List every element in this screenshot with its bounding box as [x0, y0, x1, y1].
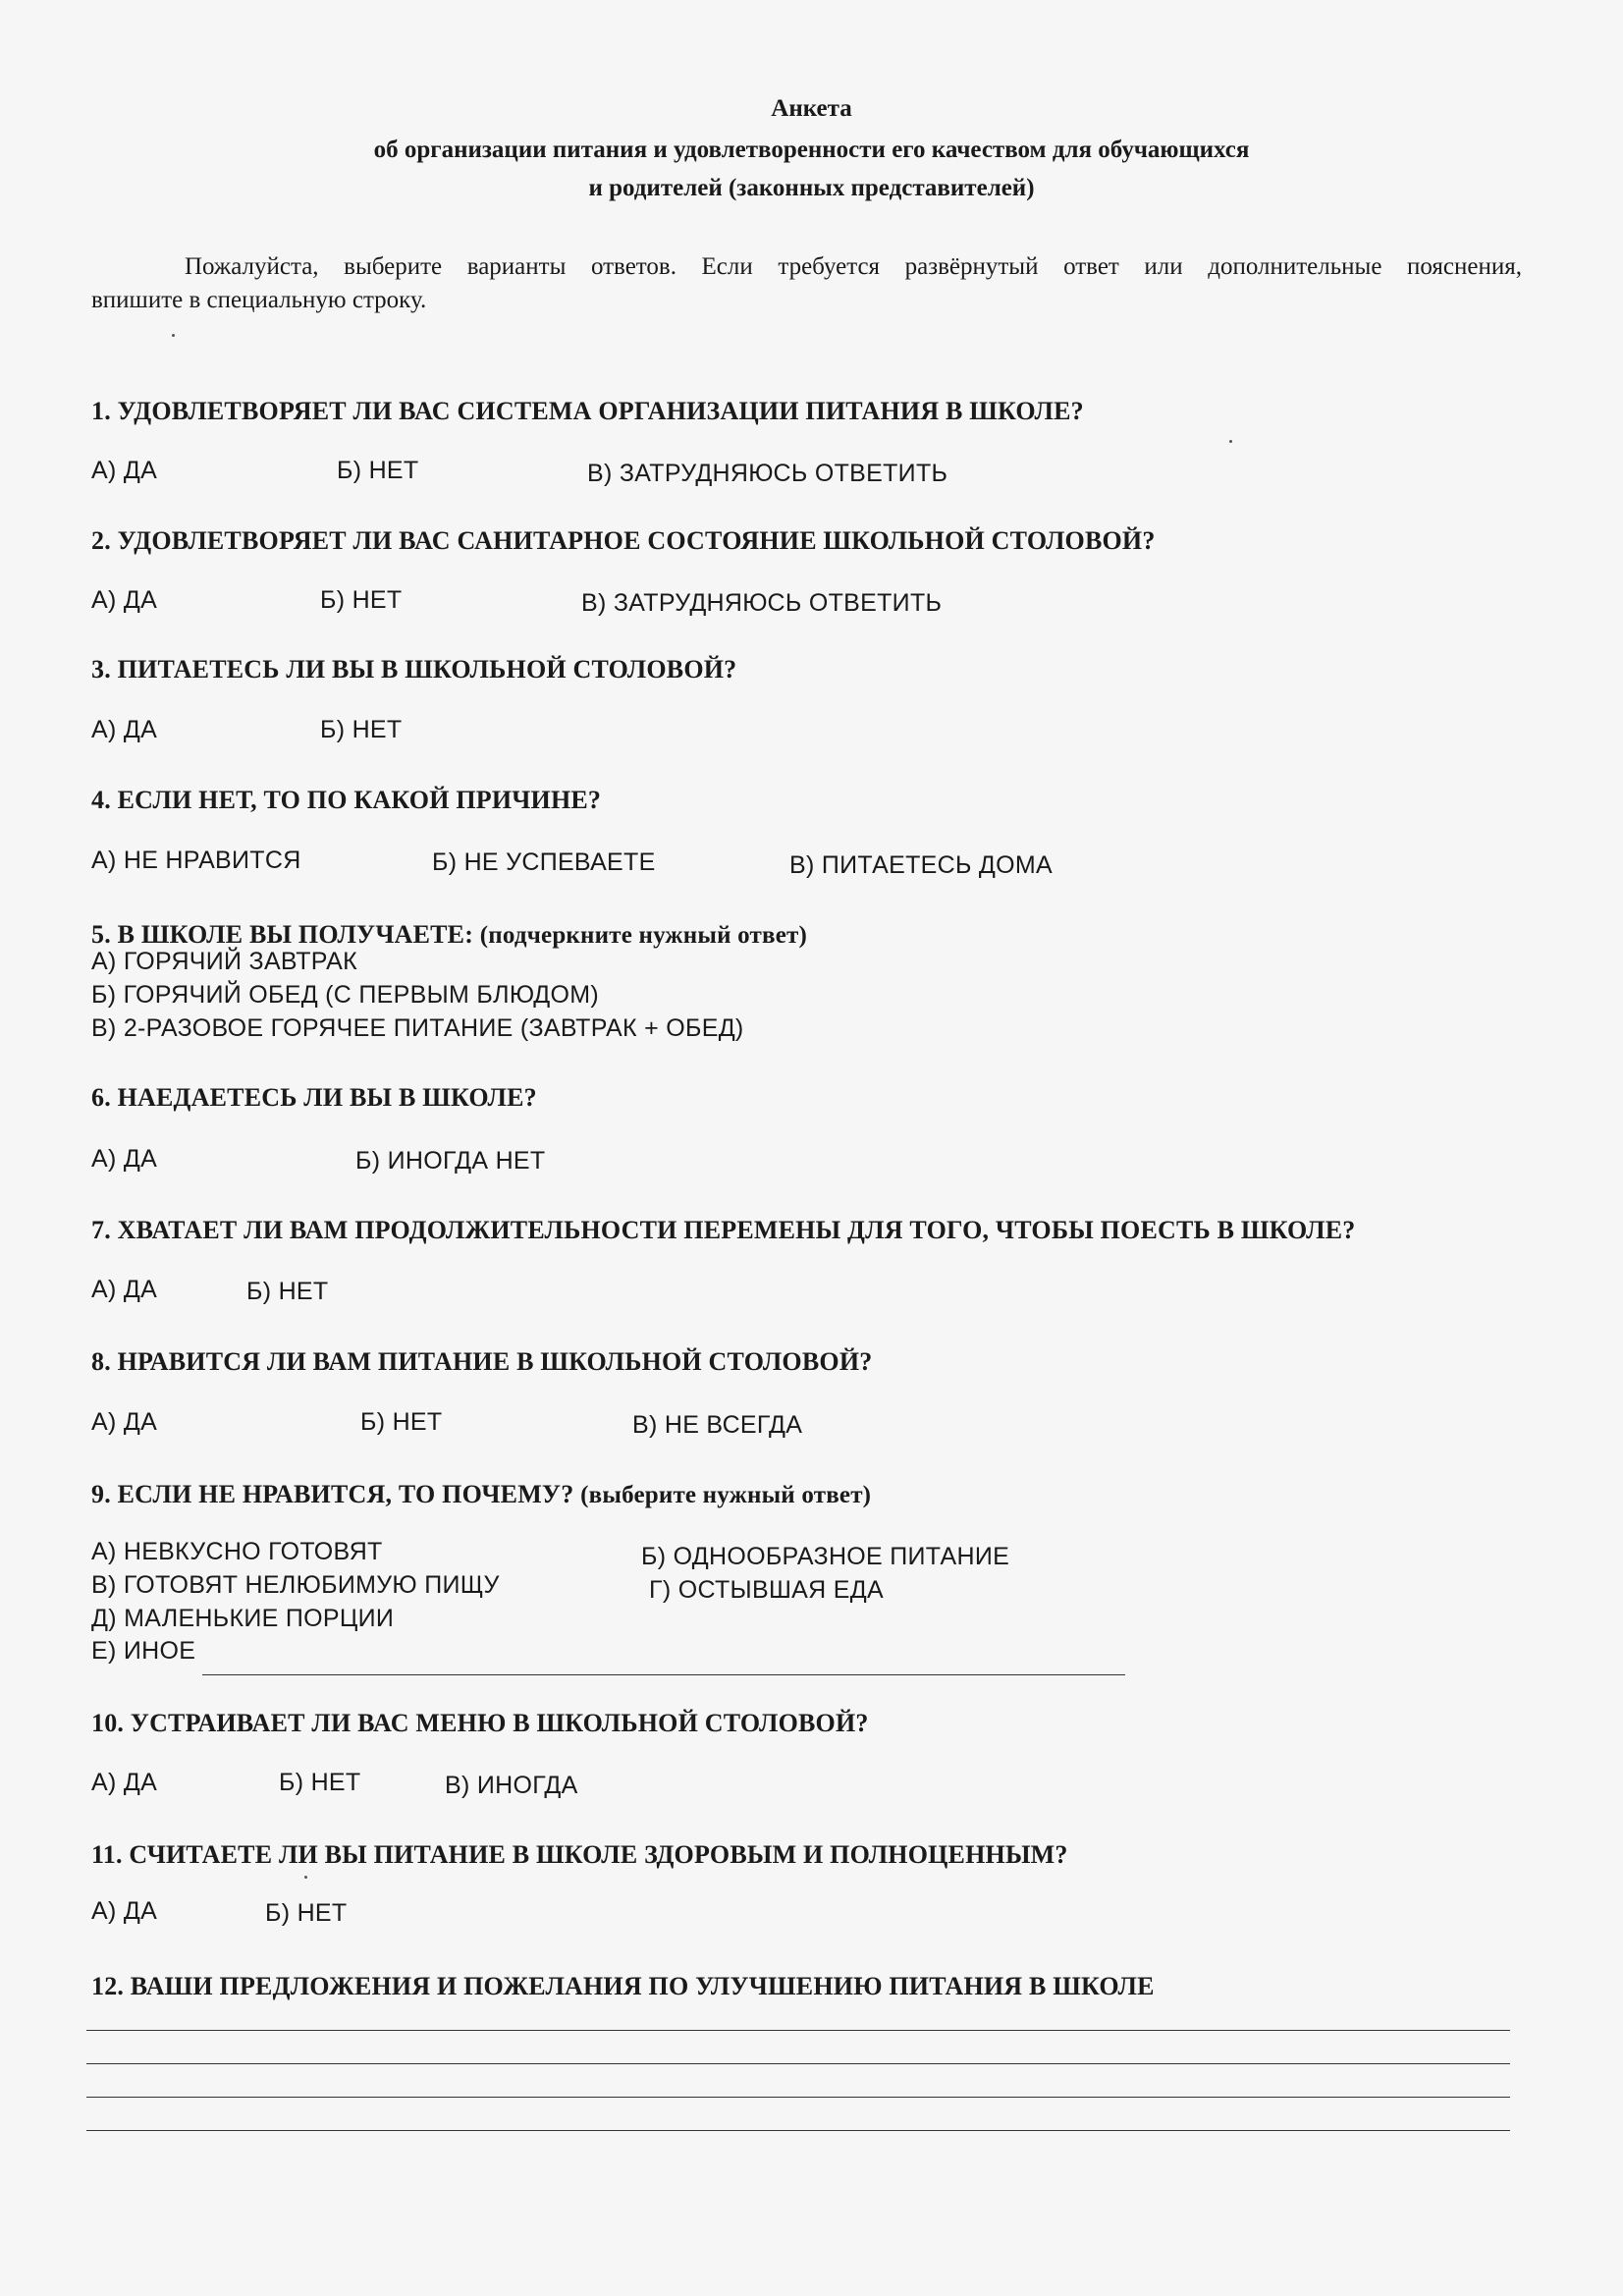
document-subtitle-line-1: об организации питания и удовлетворенности его качеством для обучающихся: [373, 137, 1250, 163]
question-3: 3. ПИТАЕТЕСЬ ЛИ ВЫ В ШКОЛЬНОЙ СТОЛОВОЙ?: [91, 655, 737, 683]
question-5-note: (подчеркните нужный ответ): [479, 922, 807, 949]
question-5-text: 5. В ШКОЛЕ ВЫ ПОЛУЧАЕТЕ:: [91, 920, 474, 949]
q12-answer-line-2[interactable]: [86, 2063, 1510, 2064]
q9-option-e[interactable]: Д) МАЛЕНЬКИЕ ПОРЦИИ: [91, 1605, 395, 1632]
document-subtitle-line-2: и родителей (законных представителей): [588, 175, 1035, 201]
speck: [304, 1876, 307, 1879]
q4-option-a[interactable]: А) НЕ НРАВИТСЯ: [91, 847, 301, 874]
q9-option-a[interactable]: А) НЕВКУСНО ГОТОВЯТ: [91, 1538, 383, 1565]
intro-line-1: Пожалуйста, выберите варианты ответов. Если требуется развёрнутый ответ или дополнительные пояснения,: [185, 253, 1522, 280]
question-1: 1. УДОВЛЕТВОРЯЕТ ЛИ ВАС СИСТЕМА ОРГАНИЗАЦИИ ПИТАНИЯ В ШКОЛЕ?: [91, 397, 1084, 425]
q3-option-b[interactable]: Б) НЕТ: [320, 716, 403, 743]
intro-line-2: впишите в специальную строку.: [91, 287, 427, 313]
q9-other-answer-line[interactable]: [202, 1674, 1125, 1675]
q1-option-b[interactable]: Б) НЕТ: [337, 457, 419, 484]
q2-option-a[interactable]: А) ДА: [91, 586, 158, 614]
q9-option-b[interactable]: Б) ОДНООБРАЗНОЕ ПИТАНИЕ: [641, 1543, 1010, 1570]
q11-option-a[interactable]: А) ДА: [91, 1897, 158, 1925]
speck: [1229, 440, 1232, 443]
q1-option-a[interactable]: А) ДА: [91, 457, 158, 484]
q6-option-b[interactable]: Б) ИНОГДА НЕТ: [355, 1147, 546, 1175]
q2-option-c[interactable]: В) ЗАТРУДНЯЮСЬ ОТВЕТИТЬ: [581, 589, 943, 617]
question-9-note: (выберите нужный ответ): [580, 1482, 872, 1508]
question-12: 12. ВАШИ ПРЕДЛОЖЕНИЯ И ПОЖЕЛАНИЯ ПО УЛУЧШЕНИЮ ПИТАНИЯ В ШКОЛЕ: [91, 1972, 1155, 2000]
q12-answer-line-3[interactable]: [86, 2097, 1510, 2098]
q11-option-b[interactable]: Б) НЕТ: [265, 1899, 348, 1927]
speck: [172, 334, 175, 337]
q5-option-b[interactable]: Б) ГОРЯЧИЙ ОБЕД (С ПЕРВЫМ БЛЮДОМ): [91, 981, 600, 1009]
q6-option-a[interactable]: А) ДА: [91, 1145, 158, 1173]
question-11: 11. СЧИТАЕТЕ ЛИ ВЫ ПИТАНИЕ В ШКОЛЕ ЗДОРОВЫМ И ПОЛНОЦЕННЫМ?: [91, 1840, 1068, 1869]
q9-option-f[interactable]: Е) ИНОЕ: [91, 1637, 196, 1665]
q4-option-c[interactable]: В) ПИТАЕТЕСЬ ДОМА: [789, 851, 1054, 879]
question-5: [91, 920, 807, 950]
q8-option-b[interactable]: Б) НЕТ: [360, 1408, 443, 1436]
question-7: 7. ХВАТАЕТ ЛИ ВАМ ПРОДОЛЖИТЕЛЬНОСТИ ПЕРЕМЕНЫ ДЛЯ ТОГО, ЧТОБЫ ПОЕСТЬ В ШКОЛЕ?: [91, 1216, 1356, 1244]
q10-option-b[interactable]: Б) НЕТ: [279, 1769, 361, 1796]
q9-option-d[interactable]: Г) ОСТЫВШАЯ ЕДА: [649, 1576, 884, 1604]
q5-option-c[interactable]: В) 2-РАЗОВОЕ ГОРЯЧЕЕ ПИТАНИЕ (ЗАВТРАК + ОБЕД): [91, 1014, 744, 1042]
q4-option-b[interactable]: Б) НЕ УСПЕВАЕТЕ: [432, 848, 656, 876]
q8-option-c[interactable]: В) НЕ ВСЕГДА: [632, 1411, 803, 1439]
q1-option-c[interactable]: В) ЗАТРУДНЯЮСЬ ОТВЕТИТЬ: [587, 460, 948, 487]
question-2: 2. УДОВЛЕТВОРЯЕТ ЛИ ВАС САНИТАРНОЕ СОСТОЯНИЕ ШКОЛЬНОЙ СТОЛОВОЙ?: [91, 526, 1156, 555]
q8-option-a[interactable]: А) ДА: [91, 1408, 158, 1436]
question-8: 8. НРАВИТСЯ ЛИ ВАМ ПИТАНИЕ В ШКОЛЬНОЙ СТОЛОВОЙ?: [91, 1347, 873, 1376]
q10-option-a[interactable]: А) ДА: [91, 1769, 158, 1796]
q7-option-a[interactable]: А) ДА: [91, 1276, 158, 1303]
q12-answer-line-4[interactable]: [86, 2130, 1510, 2131]
question-6: 6. НАЕДАЕТЕСЬ ЛИ ВЫ В ШКОЛЕ?: [91, 1083, 537, 1112]
question-9: [91, 1480, 871, 1509]
question-4: 4. ЕСЛИ НЕТ, ТО ПО КАКОЙ ПРИЧИНЕ?: [91, 786, 602, 814]
q2-option-b[interactable]: Б) НЕТ: [320, 586, 403, 614]
question-9-text: 9. ЕСЛИ НЕ НРАВИТСЯ, ТО ПОЧЕМУ?: [91, 1480, 574, 1508]
q10-option-c[interactable]: В) ИНОГДА: [445, 1772, 578, 1799]
q7-option-b[interactable]: Б) НЕТ: [246, 1278, 329, 1305]
q12-answer-line-1[interactable]: [86, 2030, 1510, 2031]
q3-option-a[interactable]: А) ДА: [91, 716, 158, 743]
q9-option-c[interactable]: В) ГОТОВЯТ НЕЛЮБИМУЮ ПИЩУ: [91, 1571, 500, 1599]
document-title: Анкета: [771, 95, 852, 122]
question-10: 10. УСТРАИВАЕТ ЛИ ВАС МЕНЮ В ШКОЛЬНОЙ СТОЛОВОЙ?: [91, 1709, 869, 1737]
q5-option-a[interactable]: А) ГОРЯЧИЙ ЗАВТРАК: [91, 948, 357, 975]
